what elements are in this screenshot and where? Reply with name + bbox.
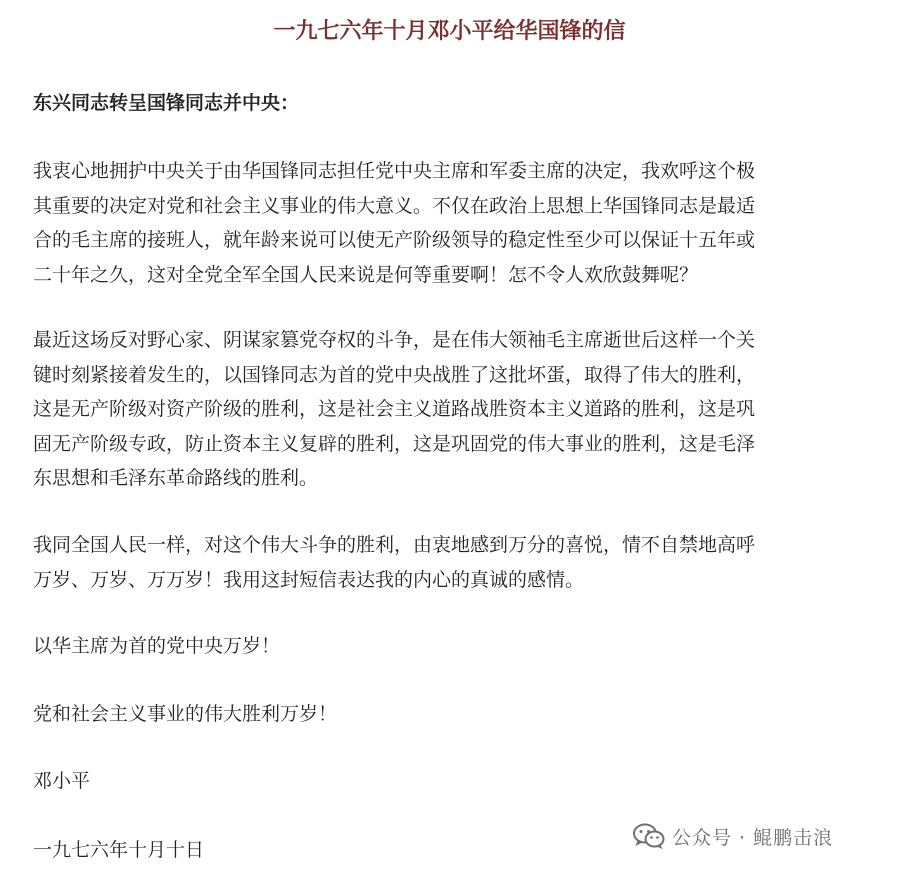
paragraph-line: 其重要的决定对党和社会主义事业的伟大意义。不仅在政治上思想上华国锋同志是最适 <box>33 194 756 217</box>
paragraph-line: 最近这场反对野心家、阴谋家篡党夺权的斗争，是在伟大领袖毛主席逝世后这样一个关 <box>33 329 756 351</box>
paragraph-line: 我衷心地拥护中央关于由华国锋同志担任党中央主席和军委主席的决定，我欢呼这个极 <box>33 160 756 182</box>
slogan-text: 以华主席为首的党中央万岁！ <box>33 635 281 657</box>
salutation: 东兴同志转呈国锋同志并中央： <box>33 92 300 114</box>
paragraph-line: 这是无产阶级对资产阶级的胜利，这是社会主义道路战胜资本主义道路的胜利，这是巩 <box>33 398 756 420</box>
paragraph-line: 我同全国人民一样，对这个伟大斗争的胜利，由衷地感到万分的喜悦，情不自禁地高呼 <box>33 534 756 556</box>
wechat-icon <box>632 822 666 850</box>
paragraph-line: 合的毛主席的接班人，就年龄来说可以使无产阶级领导的稳定性至少可以保证十五年或 <box>33 229 756 251</box>
signature <box>33 764 883 799</box>
slogan-text: 党和社会主义事业的伟大胜利万岁！ <box>33 703 338 725</box>
date-text: 一九七六年十月十日 <box>33 839 205 861</box>
slogan-1 <box>33 629 883 664</box>
signature-text: 邓小平 <box>33 770 91 792</box>
paragraph-line: 键时刻紧接着发生的，以国锋同志为首的党中央战胜了这批坏蛋，取得了伟大的胜利， <box>33 363 756 386</box>
paragraph-3 <box>33 528 883 597</box>
paragraph-2 <box>33 323 883 496</box>
paragraph-line: 东思想和毛泽东革命路线的胜利。 <box>33 467 319 489</box>
paragraph-1 <box>33 154 883 292</box>
watermark-text: 公众号 · 鲲鹏击浪 <box>672 826 834 849</box>
watermark <box>632 821 833 851</box>
slogan-2 <box>33 697 883 732</box>
paragraph-line: 二十年之久，这对全党全军全国人民来说是何等重要啊！怎不令人欢欣鼓舞呢？ <box>33 263 699 286</box>
document-title: 一九七六年十月邓小平给华国锋的信 <box>273 19 626 44</box>
paragraph-line: 万岁、万岁、万万岁！我用这封短信表达我的内心的真诚的感情。 <box>33 568 585 591</box>
paragraph-line: 固无产阶级专政，防止资本主义复辟的胜利，这是巩固党的伟大事业的胜利，这是毛泽 <box>33 432 756 455</box>
